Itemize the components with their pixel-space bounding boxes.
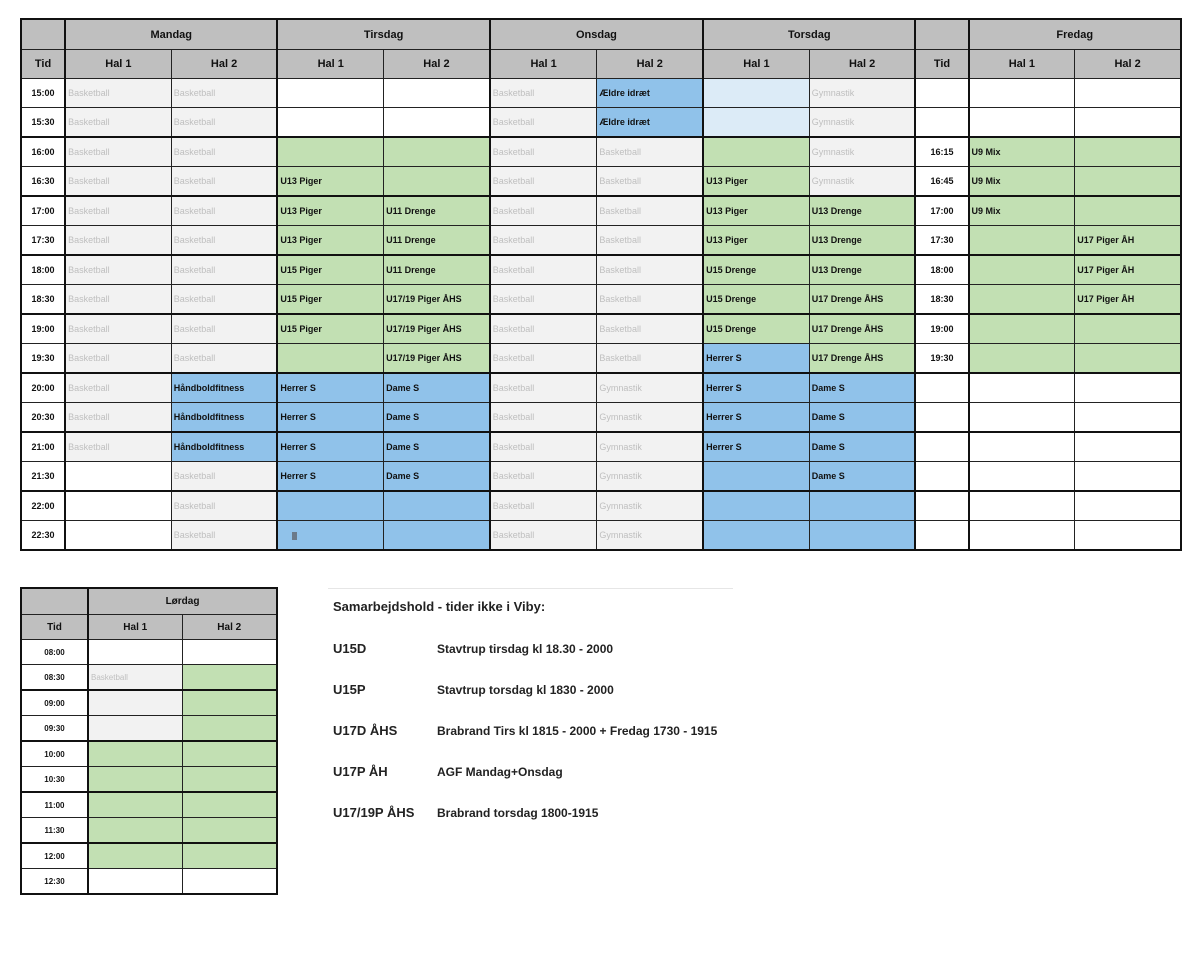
slot-cell bbox=[88, 792, 182, 818]
schedule-row bbox=[21, 108, 1181, 138]
friday-time-cell bbox=[915, 462, 968, 492]
saturday-row bbox=[21, 741, 277, 767]
slot-cell: Gymnastik bbox=[597, 403, 703, 433]
friday-slot-cell bbox=[1075, 373, 1181, 403]
time-cell: 20:30 bbox=[21, 403, 65, 433]
note-schedule-text: AGF Mandag+Onsdag bbox=[437, 765, 563, 779]
note-item bbox=[333, 723, 717, 738]
slot-cell: Gymnastik bbox=[597, 521, 703, 551]
slot-cell: Basketball bbox=[65, 79, 171, 108]
time-cell: 10:00 bbox=[21, 741, 88, 767]
partner-teams-notes bbox=[328, 588, 733, 849]
saturday-row bbox=[21, 869, 277, 895]
slot-cell: Herrer S bbox=[277, 403, 383, 433]
slot-cell: Herrer S bbox=[277, 462, 383, 492]
hall-header: Hal 2 bbox=[182, 615, 277, 640]
time-cell: 16:00 bbox=[21, 137, 65, 167]
friday-slot-cell bbox=[1075, 137, 1181, 167]
slot-cell: Basketball bbox=[65, 167, 171, 197]
slot-cell bbox=[88, 741, 182, 767]
slot-cell: Basketball bbox=[490, 521, 597, 551]
slot-cell: Basketball bbox=[490, 432, 597, 462]
schedule-row bbox=[21, 491, 1181, 521]
slot-cell: Basketball bbox=[171, 79, 277, 108]
friday-slot-cell bbox=[969, 108, 1075, 138]
slot-cell bbox=[703, 491, 809, 521]
hall-header: Hal 1 bbox=[277, 50, 383, 79]
note-item bbox=[333, 682, 614, 697]
slot-cell: Basketball bbox=[490, 255, 597, 285]
friday-slot-cell: U17 Piger ÅH bbox=[1075, 285, 1181, 315]
slot-cell: Basketball bbox=[490, 108, 597, 138]
slot-cell bbox=[809, 521, 915, 551]
note-schedule-text: Brabrand Tirs kl 1815 - 2000 + Fredag 1730 - 1915 bbox=[437, 724, 718, 738]
note-item bbox=[333, 764, 563, 779]
schedule-row bbox=[21, 285, 1181, 315]
saturday-schedule-table bbox=[20, 587, 278, 895]
slot-cell: Basketball bbox=[490, 285, 597, 315]
slot-cell: Basketball bbox=[490, 373, 597, 403]
schedule-row bbox=[21, 255, 1181, 285]
hall-header: Hal 1 bbox=[969, 50, 1075, 79]
slot-cell: Basketball bbox=[490, 344, 597, 374]
slot-cell: U13 Piger bbox=[277, 167, 383, 197]
slot-cell: U13 Drenge bbox=[809, 226, 915, 256]
slot-cell: Gymnastik bbox=[809, 79, 915, 108]
friday-slot-cell bbox=[1075, 167, 1181, 197]
slot-cell: Basketball bbox=[490, 491, 597, 521]
saturday-schedule-body bbox=[21, 640, 277, 895]
slot-cell: Dame S bbox=[809, 432, 915, 462]
slot-cell bbox=[182, 767, 277, 793]
time-cell: 08:00 bbox=[21, 640, 88, 665]
hall-header: Hal 2 bbox=[809, 50, 915, 79]
friday-time-column-header: Tid bbox=[915, 50, 968, 79]
friday-slot-cell bbox=[1075, 196, 1181, 226]
day-header-saturday: Lørdag bbox=[88, 588, 277, 615]
slot-cell: Basketball bbox=[65, 137, 171, 167]
saturday-row bbox=[21, 690, 277, 716]
note-team-code: U17D ÅHS bbox=[333, 723, 398, 738]
time-cell: 09:00 bbox=[21, 690, 88, 716]
slot-cell: Basketball bbox=[490, 196, 597, 226]
slot-cell: U17/19 Piger ÅHS bbox=[384, 344, 490, 374]
slot-cell: Håndboldfitness bbox=[171, 373, 277, 403]
slot-cell bbox=[182, 843, 277, 869]
friday-time-cell bbox=[915, 373, 968, 403]
slot-cell: Basketball bbox=[171, 462, 277, 492]
slot-cell: Basketball bbox=[490, 226, 597, 256]
slot-cell bbox=[65, 462, 171, 492]
note-team-code: U15D bbox=[333, 641, 367, 656]
friday-slot-cell bbox=[1075, 403, 1181, 433]
slot-cell: Basketball bbox=[171, 285, 277, 315]
slot-cell: Basketball bbox=[171, 255, 277, 285]
slot-cell: Håndboldfitness bbox=[171, 403, 277, 433]
slot-cell: U15 Piger bbox=[277, 314, 383, 344]
friday-time-cell: 16:15 bbox=[915, 137, 968, 167]
note-team-code: U17P ÅH bbox=[333, 764, 388, 779]
time-cell: 22:30 bbox=[21, 521, 65, 551]
weekly-schedule-body bbox=[21, 79, 1181, 551]
saturday-row bbox=[21, 792, 277, 818]
slot-cell: Gymnastik bbox=[597, 373, 703, 403]
friday-slot-cell bbox=[969, 491, 1075, 521]
slot-cell bbox=[277, 344, 383, 374]
slot-cell bbox=[703, 462, 809, 492]
slot-cell: Basketball bbox=[65, 108, 171, 138]
friday-slot-cell bbox=[1075, 314, 1181, 344]
slot-cell bbox=[277, 108, 383, 138]
slot-cell bbox=[277, 521, 383, 551]
notes-title: Samarbejdshold - tider ikke i Viby: bbox=[333, 599, 546, 614]
friday-time-cell bbox=[915, 432, 968, 462]
day-header-row bbox=[21, 19, 1181, 50]
slot-cell bbox=[703, 108, 809, 138]
note-team-code: U17/19P ÅHS bbox=[333, 805, 415, 820]
slot-cell bbox=[703, 79, 809, 108]
friday-slot-cell bbox=[969, 521, 1075, 551]
slot-cell: Dame S bbox=[809, 462, 915, 492]
friday-slot-cell bbox=[969, 79, 1075, 108]
slot-cell: Basketball bbox=[65, 285, 171, 315]
slot-cell: U13 Piger bbox=[277, 226, 383, 256]
friday-corner-cell bbox=[915, 19, 968, 50]
slot-cell: Gymnastik bbox=[597, 432, 703, 462]
slot-cell bbox=[182, 818, 277, 844]
hall-header: Hal 2 bbox=[171, 50, 277, 79]
slot-cell: U11 Drenge bbox=[384, 196, 490, 226]
slot-cell: Basketball bbox=[597, 196, 703, 226]
friday-slot-cell: U9 Mix bbox=[969, 137, 1075, 167]
schedule-row bbox=[21, 432, 1181, 462]
slot-cell: Basketball bbox=[65, 226, 171, 256]
time-cell: 18:30 bbox=[21, 285, 65, 315]
slot-cell: Herrer S bbox=[703, 432, 809, 462]
slot-cell: Basketball bbox=[171, 137, 277, 167]
friday-slot-cell bbox=[1075, 344, 1181, 374]
slot-cell: U11 Drenge bbox=[384, 255, 490, 285]
time-cell: 12:30 bbox=[21, 869, 88, 895]
slot-cell: Basketball bbox=[490, 137, 597, 167]
slot-cell: Herrer S bbox=[277, 373, 383, 403]
hall-header-row bbox=[21, 50, 1181, 79]
slot-cell bbox=[703, 137, 809, 167]
slot-cell: Basketball bbox=[171, 491, 277, 521]
slot-cell: Dame S bbox=[384, 432, 490, 462]
friday-time-cell: 18:00 bbox=[915, 255, 968, 285]
note-schedule-text: Stavtrup torsdag kl 1830 - 2000 bbox=[437, 683, 614, 697]
slot-cell: Basketball bbox=[171, 108, 277, 138]
slot-cell: U13 Drenge bbox=[809, 255, 915, 285]
slot-cell bbox=[182, 741, 277, 767]
time-cell: 21:00 bbox=[21, 432, 65, 462]
slot-cell bbox=[182, 792, 277, 818]
slot-cell: Gymnastik bbox=[809, 137, 915, 167]
weekly-schedule-table bbox=[20, 18, 1182, 551]
schedule-row bbox=[21, 196, 1181, 226]
day-header-thursday: Torsdag bbox=[703, 19, 915, 50]
time-cell: 22:00 bbox=[21, 491, 65, 521]
slot-cell bbox=[182, 869, 277, 895]
slot-cell: U17 Drenge ÅHS bbox=[809, 314, 915, 344]
slot-cell: Basketball bbox=[490, 167, 597, 197]
time-cell: 17:00 bbox=[21, 196, 65, 226]
note-item bbox=[333, 805, 598, 820]
slot-cell bbox=[384, 79, 490, 108]
slot-cell bbox=[182, 716, 277, 742]
saturday-day-header-row bbox=[21, 588, 277, 615]
slot-cell bbox=[88, 843, 182, 869]
slot-cell: Basketball bbox=[490, 462, 597, 492]
friday-time-cell bbox=[915, 79, 968, 108]
slot-cell: Herrer S bbox=[277, 432, 383, 462]
day-header-wednesday: Onsdag bbox=[490, 19, 703, 50]
day-header-monday: Mandag bbox=[65, 19, 277, 50]
saturday-row bbox=[21, 665, 277, 691]
slot-cell: Basketball bbox=[171, 314, 277, 344]
friday-slot-cell bbox=[969, 344, 1075, 374]
slot-cell: Gymnastik bbox=[597, 462, 703, 492]
saturday-corner-cell bbox=[21, 588, 88, 615]
time-cell: 09:30 bbox=[21, 716, 88, 742]
slot-cell: Basketball bbox=[88, 665, 182, 691]
time-cell: 16:30 bbox=[21, 167, 65, 197]
slot-cell bbox=[88, 640, 182, 665]
friday-slot-cell bbox=[969, 285, 1075, 315]
slot-cell bbox=[384, 137, 490, 167]
slot-cell: U11 Drenge bbox=[384, 226, 490, 256]
schedule-row bbox=[21, 403, 1181, 433]
hall-header: Hal 1 bbox=[88, 615, 182, 640]
slot-cell: Basketball bbox=[65, 403, 171, 433]
time-cell: 18:00 bbox=[21, 255, 65, 285]
time-cell: 11:00 bbox=[21, 792, 88, 818]
slot-cell bbox=[88, 818, 182, 844]
friday-time-cell bbox=[915, 108, 968, 138]
slot-cell: U17 Drenge ÅHS bbox=[809, 344, 915, 374]
slot-cell: Basketball bbox=[490, 79, 597, 108]
schedule-row bbox=[21, 167, 1181, 197]
friday-slot-cell bbox=[969, 462, 1075, 492]
friday-slot-cell: U17 Piger ÅH bbox=[1075, 255, 1181, 285]
slot-cell: U13 Drenge bbox=[809, 196, 915, 226]
saturday-hall-header-row bbox=[21, 615, 277, 640]
slot-cell: Ældre idræt bbox=[597, 108, 703, 138]
slot-cell bbox=[182, 640, 277, 665]
hall-header: Hal 2 bbox=[597, 50, 703, 79]
slot-cell: Basketball bbox=[171, 196, 277, 226]
friday-time-cell bbox=[915, 403, 968, 433]
schedule-row bbox=[21, 521, 1181, 551]
time-cell: 15:30 bbox=[21, 108, 65, 138]
friday-slot-cell bbox=[969, 226, 1075, 256]
slot-cell: Basketball bbox=[65, 196, 171, 226]
hall-header: Hal 1 bbox=[703, 50, 809, 79]
slot-cell: Basketball bbox=[597, 226, 703, 256]
slot-cell bbox=[384, 521, 490, 551]
slot-cell: Herrer S bbox=[703, 403, 809, 433]
slot-cell: Basketball bbox=[597, 285, 703, 315]
friday-slot-cell: U9 Mix bbox=[969, 196, 1075, 226]
slot-cell: Basketball bbox=[65, 255, 171, 285]
cell-marker-icon bbox=[292, 532, 297, 540]
friday-slot-cell bbox=[1075, 462, 1181, 492]
slot-cell: Basketball bbox=[490, 403, 597, 433]
slot-cell bbox=[182, 665, 277, 691]
friday-time-cell bbox=[915, 491, 968, 521]
slot-cell: U13 Piger bbox=[703, 167, 809, 197]
slot-cell: Basketball bbox=[65, 344, 171, 374]
slot-cell bbox=[384, 491, 490, 521]
saturday-row bbox=[21, 767, 277, 793]
slot-cell: Basketball bbox=[171, 226, 277, 256]
slot-cell: Basketball bbox=[65, 314, 171, 344]
friday-slot-cell bbox=[1075, 108, 1181, 138]
hall-header: Hal 1 bbox=[65, 50, 171, 79]
friday-time-cell bbox=[915, 521, 968, 551]
friday-slot-cell bbox=[969, 314, 1075, 344]
friday-time-cell: 18:30 bbox=[915, 285, 968, 315]
slot-cell: Basketball bbox=[171, 167, 277, 197]
slot-cell: U15 Piger bbox=[277, 285, 383, 315]
time-cell: 19:00 bbox=[21, 314, 65, 344]
schedule-row bbox=[21, 314, 1181, 344]
note-schedule-text: Stavtrup tirsdag kl 18.30 - 2000 bbox=[437, 642, 614, 656]
slot-cell bbox=[88, 869, 182, 895]
friday-time-cell: 19:00 bbox=[915, 314, 968, 344]
friday-slot-cell bbox=[969, 403, 1075, 433]
slot-cell bbox=[384, 167, 490, 197]
slot-cell: Basketball bbox=[65, 373, 171, 403]
slot-cell: Dame S bbox=[384, 403, 490, 433]
friday-time-cell: 17:30 bbox=[915, 226, 968, 256]
note-schedule-text: Brabrand torsdag 1800-1915 bbox=[437, 806, 599, 820]
slot-cell bbox=[277, 79, 383, 108]
hall-header: Hal 2 bbox=[384, 50, 490, 79]
slot-cell bbox=[703, 521, 809, 551]
slot-cell: Basketball bbox=[65, 432, 171, 462]
slot-cell bbox=[277, 137, 383, 167]
friday-time-cell: 16:45 bbox=[915, 167, 968, 197]
slot-cell: Basketball bbox=[171, 521, 277, 551]
slot-cell: U13 Piger bbox=[277, 196, 383, 226]
slot-cell bbox=[384, 108, 490, 138]
slot-cell bbox=[65, 521, 171, 551]
friday-time-cell: 17:00 bbox=[915, 196, 968, 226]
slot-cell: Dame S bbox=[384, 462, 490, 492]
schedule-row bbox=[21, 137, 1181, 167]
day-header-tuesday: Tirsdag bbox=[277, 19, 489, 50]
slot-cell: U15 Drenge bbox=[703, 314, 809, 344]
time-cell: 17:30 bbox=[21, 226, 65, 256]
slot-cell: U13 Piger bbox=[703, 196, 809, 226]
saturday-row bbox=[21, 640, 277, 665]
friday-slot-cell bbox=[1075, 521, 1181, 551]
slot-cell: Basketball bbox=[597, 255, 703, 285]
saturday-row bbox=[21, 843, 277, 869]
slot-cell: U17/19 Piger ÅHS bbox=[384, 285, 490, 315]
schedule-row bbox=[21, 226, 1181, 256]
time-cell: 08:30 bbox=[21, 665, 88, 691]
slot-cell bbox=[88, 690, 182, 716]
schedule-row bbox=[21, 373, 1181, 403]
time-cell: 21:30 bbox=[21, 462, 65, 492]
slot-cell bbox=[88, 767, 182, 793]
slot-cell bbox=[88, 716, 182, 742]
slot-cell: Herrer S bbox=[703, 344, 809, 374]
time-cell: 10:30 bbox=[21, 767, 88, 793]
friday-slot-cell bbox=[969, 255, 1075, 285]
slot-cell: U17/19 Piger ÅHS bbox=[384, 314, 490, 344]
day-header-friday: Fredag bbox=[969, 19, 1181, 50]
time-cell: 12:00 bbox=[21, 843, 88, 869]
slot-cell: Dame S bbox=[384, 373, 490, 403]
schedule-row bbox=[21, 462, 1181, 492]
slot-cell: U17 Drenge ÅHS bbox=[809, 285, 915, 315]
slot-cell: Basketball bbox=[597, 167, 703, 197]
corner-cell bbox=[21, 19, 65, 50]
hall-header: Hal 1 bbox=[490, 50, 597, 79]
slot-cell: Basketball bbox=[597, 344, 703, 374]
slot-cell: U15 Piger bbox=[277, 255, 383, 285]
note-item bbox=[333, 641, 613, 656]
slot-cell: Dame S bbox=[809, 373, 915, 403]
saturday-time-column-header: Tid bbox=[21, 615, 88, 640]
slot-cell: Herrer S bbox=[703, 373, 809, 403]
friday-slot-cell bbox=[1075, 491, 1181, 521]
slot-cell: Ældre idræt bbox=[597, 79, 703, 108]
slot-cell: Dame S bbox=[809, 403, 915, 433]
friday-slot-cell: U17 Piger ÅH bbox=[1075, 226, 1181, 256]
friday-slot-cell bbox=[969, 373, 1075, 403]
friday-slot-cell bbox=[1075, 79, 1181, 108]
hall-header: Hal 2 bbox=[1075, 50, 1181, 79]
time-cell: 11:30 bbox=[21, 818, 88, 844]
slot-cell: Basketball bbox=[597, 137, 703, 167]
schedule-row bbox=[21, 79, 1181, 108]
slot-cell bbox=[65, 491, 171, 521]
time-cell: 20:00 bbox=[21, 373, 65, 403]
time-column-header: Tid bbox=[21, 50, 65, 79]
friday-time-cell: 19:30 bbox=[915, 344, 968, 374]
friday-slot-cell: U9 Mix bbox=[969, 167, 1075, 197]
slot-cell: Basketball bbox=[490, 314, 597, 344]
time-cell: 15:00 bbox=[21, 79, 65, 108]
slot-cell: Gymnastik bbox=[809, 167, 915, 197]
slot-cell: U13 Piger bbox=[703, 226, 809, 256]
saturday-row bbox=[21, 818, 277, 844]
slot-cell: U15 Drenge bbox=[703, 285, 809, 315]
slot-cell bbox=[277, 491, 383, 521]
schedule-row bbox=[21, 344, 1181, 374]
friday-slot-cell bbox=[1075, 432, 1181, 462]
slot-cell bbox=[809, 491, 915, 521]
slot-cell: Håndboldfitness bbox=[171, 432, 277, 462]
slot-cell: Gymnastik bbox=[809, 108, 915, 138]
friday-slot-cell bbox=[969, 432, 1075, 462]
saturday-row bbox=[21, 716, 277, 742]
slot-cell: Gymnastik bbox=[597, 491, 703, 521]
note-team-code: U15P bbox=[333, 682, 366, 697]
slot-cell: Basketball bbox=[597, 314, 703, 344]
time-cell: 19:30 bbox=[21, 344, 65, 374]
slot-cell: U15 Drenge bbox=[703, 255, 809, 285]
slot-cell: Basketball bbox=[171, 344, 277, 374]
slot-cell bbox=[182, 690, 277, 716]
